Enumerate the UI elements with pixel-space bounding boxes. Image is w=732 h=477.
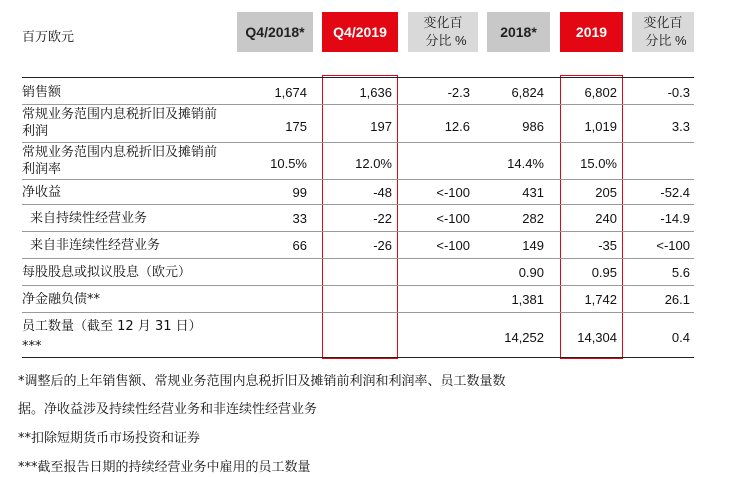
header-2018: 2018*: [487, 12, 550, 52]
table-cell: -2.3: [447, 85, 470, 100]
row-divider: [22, 258, 694, 259]
footnote: 据。净收益涉及持续性经营业务和非连续性经营业务: [18, 402, 318, 417]
header-change-pct-quarter: [408, 12, 478, 52]
table-cell: 431: [522, 185, 544, 200]
table-cell: 5.6: [671, 265, 690, 280]
table-cell: 1,636: [359, 85, 392, 100]
table-cell: <-100: [436, 238, 470, 253]
row-divider: [22, 179, 694, 180]
row-label-footnote-mark: ***: [22, 339, 42, 354]
row-label: 常规业务范围内息税折旧及摊销前利润: [22, 107, 218, 139]
table-cell: 10.5%: [270, 156, 307, 171]
row-label: 净收益: [22, 185, 62, 200]
table-cell: <-100: [436, 211, 470, 226]
row-label: 净金融负债**: [22, 292, 101, 307]
header-change-pct-year: [632, 12, 694, 52]
table-cell: 197: [370, 119, 392, 134]
table-cell: 33: [292, 211, 307, 226]
table-cell: 14.4%: [507, 156, 544, 171]
table-cell: 66: [292, 238, 307, 253]
table-cell: -14.9: [660, 211, 690, 226]
header-change-line2: 分比 %: [425, 33, 467, 48]
table-cell: 14,304: [577, 330, 617, 345]
row-divider: [22, 285, 694, 286]
table-cell: 0.95: [591, 265, 617, 280]
table-cell: 282: [522, 211, 544, 226]
header-change-line2: 分比 %: [645, 33, 687, 48]
table-cell: 15.0%: [580, 156, 617, 171]
header-change-line1: 变化百: [423, 15, 463, 30]
table-cell: -22: [373, 211, 392, 226]
table-cell: -52.4: [660, 185, 690, 200]
header-change-line1: 变化百: [643, 15, 683, 30]
table-cell: 149: [522, 238, 544, 253]
row-label: 来自非连续性经营业务: [30, 238, 161, 253]
row-divider: [22, 142, 694, 143]
row-divider: [22, 204, 694, 205]
row-label: 每股股息或拟议股息（欧元）: [22, 265, 192, 280]
table-cell: 1,019: [584, 119, 617, 134]
table-cell: <-100: [656, 238, 690, 253]
row-label: 员工数量（截至 12 月 31 日）: [22, 319, 202, 334]
row-divider: [22, 312, 694, 313]
row-divider: [22, 231, 694, 232]
row-label: 来自持续性经营业务: [30, 211, 148, 226]
unit-label: 百万欧元: [22, 30, 75, 45]
header-q4-2019: Q4/2019: [322, 12, 398, 52]
table-cell: 6,824: [511, 85, 544, 100]
header-2019: 2019: [560, 12, 623, 52]
table-cell: 0.90: [518, 265, 544, 280]
table-cell: -26: [373, 238, 392, 253]
table-cell: 205: [595, 185, 617, 200]
table-cell: 3.3: [671, 119, 690, 134]
table-bottom-rule: [22, 357, 694, 358]
table-cell: 26.1: [664, 292, 690, 307]
row-label: 销售额: [22, 85, 62, 100]
table-top-rule: [22, 77, 694, 78]
table-cell: 1,381: [511, 292, 544, 307]
table-cell: 1,674: [274, 85, 307, 100]
table-cell: <-100: [436, 185, 470, 200]
table-cell: -0.3: [667, 85, 690, 100]
row-label: 常规业务范围内息税折旧及摊销前利润率: [22, 145, 218, 177]
table-cell: 99: [292, 185, 307, 200]
table-cell: 986: [522, 119, 544, 134]
footnote: *调整后的上年销售额、常规业务范围内息税折旧及摊销前利润和利润率、员工数量数: [18, 374, 506, 389]
table-cell: -35: [598, 238, 617, 253]
footnote: **扣除短期货币市场投资和证券: [18, 431, 201, 446]
table-cell: 6,802: [584, 85, 617, 100]
footnote: ***截至报告日期的持续经营业务中雇用的员工数量: [18, 460, 311, 475]
table-cell: 240: [595, 211, 617, 226]
table-cell: 12.0%: [355, 156, 392, 171]
table-cell: 0.4: [671, 330, 690, 345]
row-divider: [22, 104, 694, 105]
header-q4-2018: Q4/2018*: [237, 12, 313, 52]
table-cell: 175: [285, 119, 307, 134]
table-cell: 14,252: [504, 330, 544, 345]
table-cell: 1,742: [584, 292, 617, 307]
table-cell: -48: [373, 185, 392, 200]
table-cell: 12.6: [444, 119, 470, 134]
